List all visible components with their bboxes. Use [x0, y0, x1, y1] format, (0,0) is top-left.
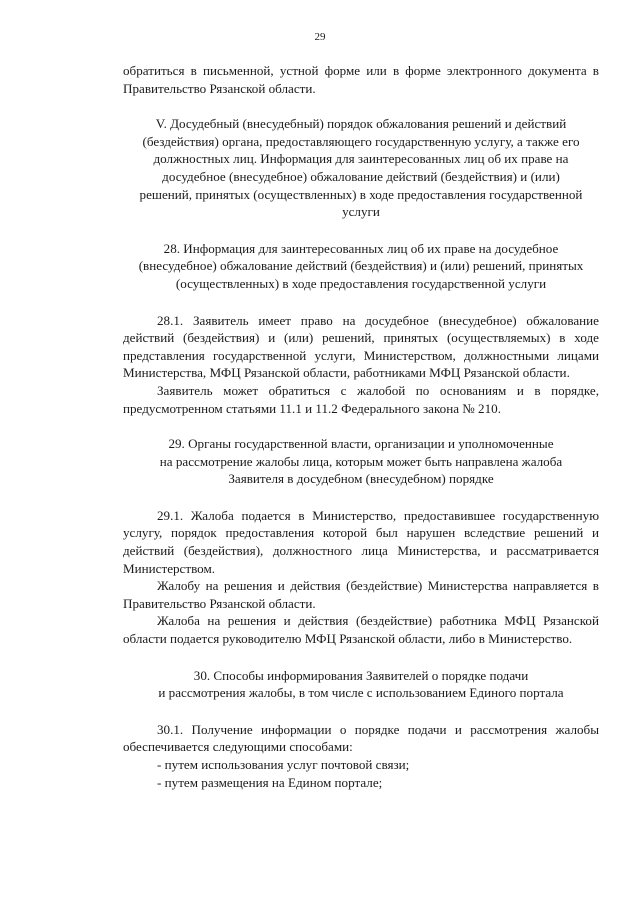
item-30-1-paragraph: 30.1. Получение информации о порядке подачи и рассмотрения жалобы обеспечивается следующими способами:	[123, 721, 599, 755]
heading-line: 28. Информация для заинтересованных лиц об их праве на досудебное	[163, 240, 559, 256]
heading-line: и рассмотрения жалобы, в том числе с использованием Единого портала	[158, 685, 564, 701]
item-28-1-paragraph: 28.1. Заявитель имеет право на досудебное (внесудебное) обжалование действий (бездействия) и (или) решений, принятых (осуществляемых) в ходе представления государственной услуги, Министерством, должностными лицами Министерства, МФЦ Рязанской области, работниками МФЦ Рязанской области.	[123, 312, 599, 381]
item-29-1-paragraph-3: Жалоба на решения и действия (бездействие) работника МФЦ Рязанской области подается руководителю МФЦ Рязанской области, либо в Министерство.	[123, 613, 599, 647]
heading-line: решений, принятых (осуществленных) в ходе предоставления государственной	[139, 186, 583, 202]
heading-line: услуги	[342, 204, 380, 220]
item-28-heading	[123, 240, 599, 293]
heading-line: 30. Способы информирования Заявителей о порядке подачи	[193, 667, 529, 683]
heading-line: (бездействия) органа, предоставляющего государственную услугу, а также его	[142, 133, 580, 149]
heading-line: (внесудебное) обжалование действий (бездействия) и (или) решений, принятых	[138, 258, 584, 274]
item-28-1-paragraph-2: Заявитель может обратиться с жалобой по основаниям и в порядке, предусмотренном статьями 11.1 и 11.2 Федерального закона № 210.	[123, 382, 599, 416]
list-item: - путем размещения на Едином портале;	[157, 774, 383, 790]
page-number: 29	[314, 31, 326, 43]
section-v-heading	[123, 115, 599, 221]
heading-line: V. Досудебный (внесудебный) порядок обжалования решений и действий	[155, 116, 567, 132]
item-29-1-paragraph-2: Жалобу на решения и действия (бездействие) Министерства направляется в Правительство Рязанской области.	[123, 578, 599, 611]
heading-line: (осуществленных) в ходе предоставления государственной услуги	[175, 275, 547, 291]
list-item: - путем использования услуг почтовой связи;	[157, 757, 410, 772]
intro-paragraph: обратиться в письменной, устной форме или в форме электронного документа в Правительство Рязанской области.	[123, 63, 599, 96]
document-body	[123, 62, 599, 791]
item-29-1-paragraph: 29.1. Жалоба подается в Министерство, предоставившее государственную услугу, порядок предоставления которой был нарушен вследствие решений и действий (бездействия), должностного лица Министерства, и рассматривается Министерством.	[123, 507, 599, 576]
heading-line: Заявителя в досудебном (внесудебном) порядке	[228, 471, 494, 487]
heading-line: должностных лиц. Информация для заинтересованных лиц об их праве на	[153, 151, 569, 167]
item-30-heading	[123, 667, 599, 702]
heading-line: досудебное (внесудебное) обжалование действий (бездействия) и (или)	[162, 168, 560, 184]
heading-line: 29. Органы государственной власти, организации и уполномоченные	[168, 436, 554, 452]
item-29-heading	[123, 435, 599, 488]
heading-line: на рассмотрение жалобы лица, которым может быть направлена жалоба	[159, 453, 563, 469]
